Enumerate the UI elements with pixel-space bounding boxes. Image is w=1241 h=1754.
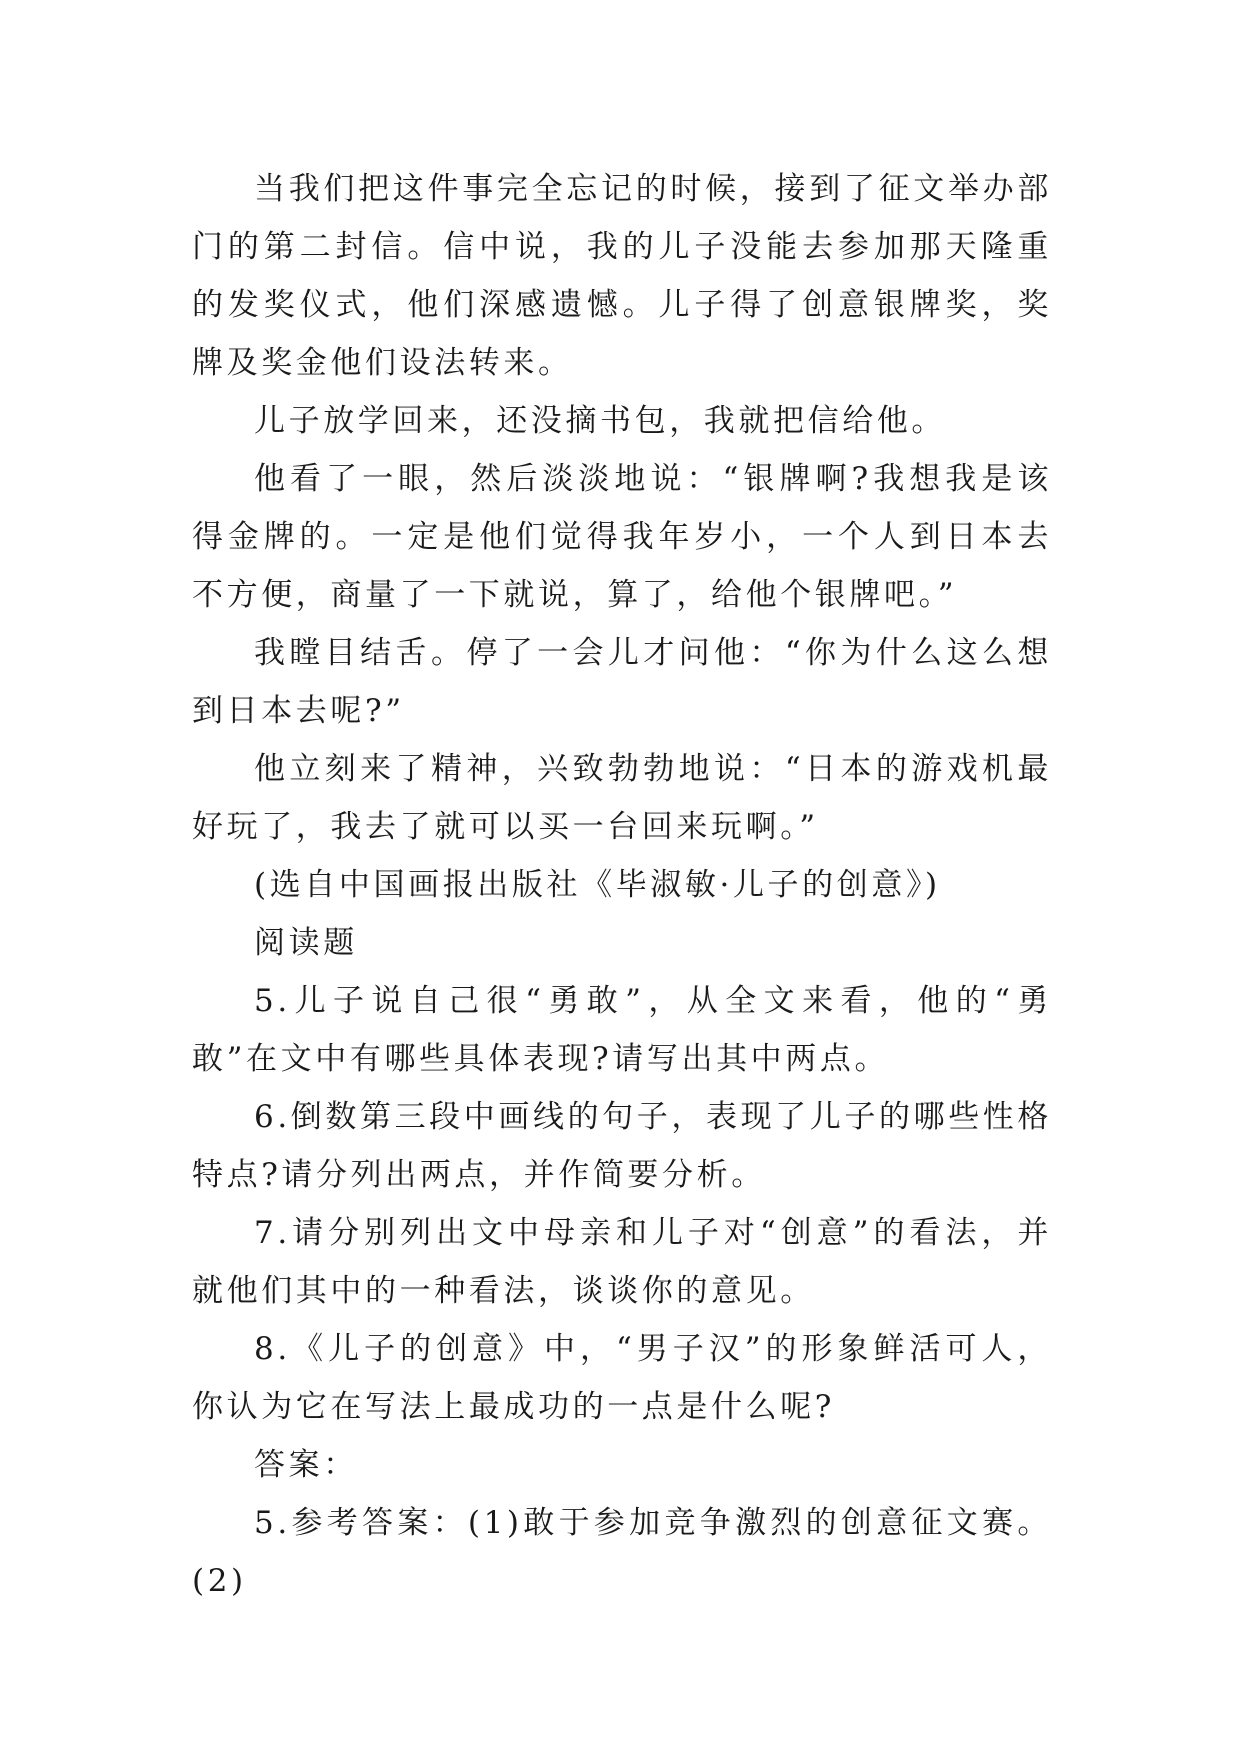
paragraph-silver-medal: 他看了一眼，然后淡淡地说：“银牌啊?我想我是该得金牌的。一定是他们觉得我年岁小，一个人到日本去不方便，商量了一下就说，算了，给他个银牌吧。” — [192, 461, 1052, 613]
paragraph-why-japan: 我瞠目结舌。停了一会儿才问他：“你为什么这么想到日本去呢?” — [192, 635, 1052, 729]
paragraph-game-console: 他立刻来了精神，兴致勃勃地说：“日本的游戏机最好玩了，我去了就可以买一台回来玩啊。” — [192, 751, 1052, 845]
document-body — [192, 160, 1052, 1610]
question-5: 5.儿子说自己很“勇敢”，从全文来看，他的“勇敢”在文中有哪些具体表现?请写出其中两点。 — [192, 983, 1052, 1077]
answer-5: 5.参考答案：(1)敢于参加竞争激烈的创意征文赛。(2) — [192, 1505, 1052, 1599]
paragraph-letter-received: 当我们把这件事完全忘记的时候，接到了征文举办部门的第二封信。信中说，我的儿子没能去参加那天隆重的发奖仪式，他们深感遗憾。儿子得了创意银牌奖，奖牌及奖金他们设法转来。 — [192, 171, 1052, 381]
question-8: 8.《儿子的创意》中，“男子汉”的形象鲜活可人，你认为它在写法上最成功的一点是什么呢? — [192, 1331, 1052, 1425]
question-6: 6.倒数第三段中画线的句子，表现了儿子的哪些性格特点?请分列出两点，并作简要分析。 — [192, 1099, 1052, 1193]
section-heading-answers: 答案： — [254, 1447, 358, 1483]
question-7: 7.请分别列出文中母亲和儿子对“创意”的看法，并就他们其中的一种看法，谈谈你的意见。 — [192, 1215, 1052, 1309]
paragraph-son-returns: 儿子放学回来，还没摘书包，我就把信给他。 — [254, 403, 946, 439]
source-citation: (选自中国画报出版社《毕淑敏·儿子的创意》) — [254, 867, 941, 903]
section-heading-reading-questions: 阅读题 — [254, 925, 358, 961]
